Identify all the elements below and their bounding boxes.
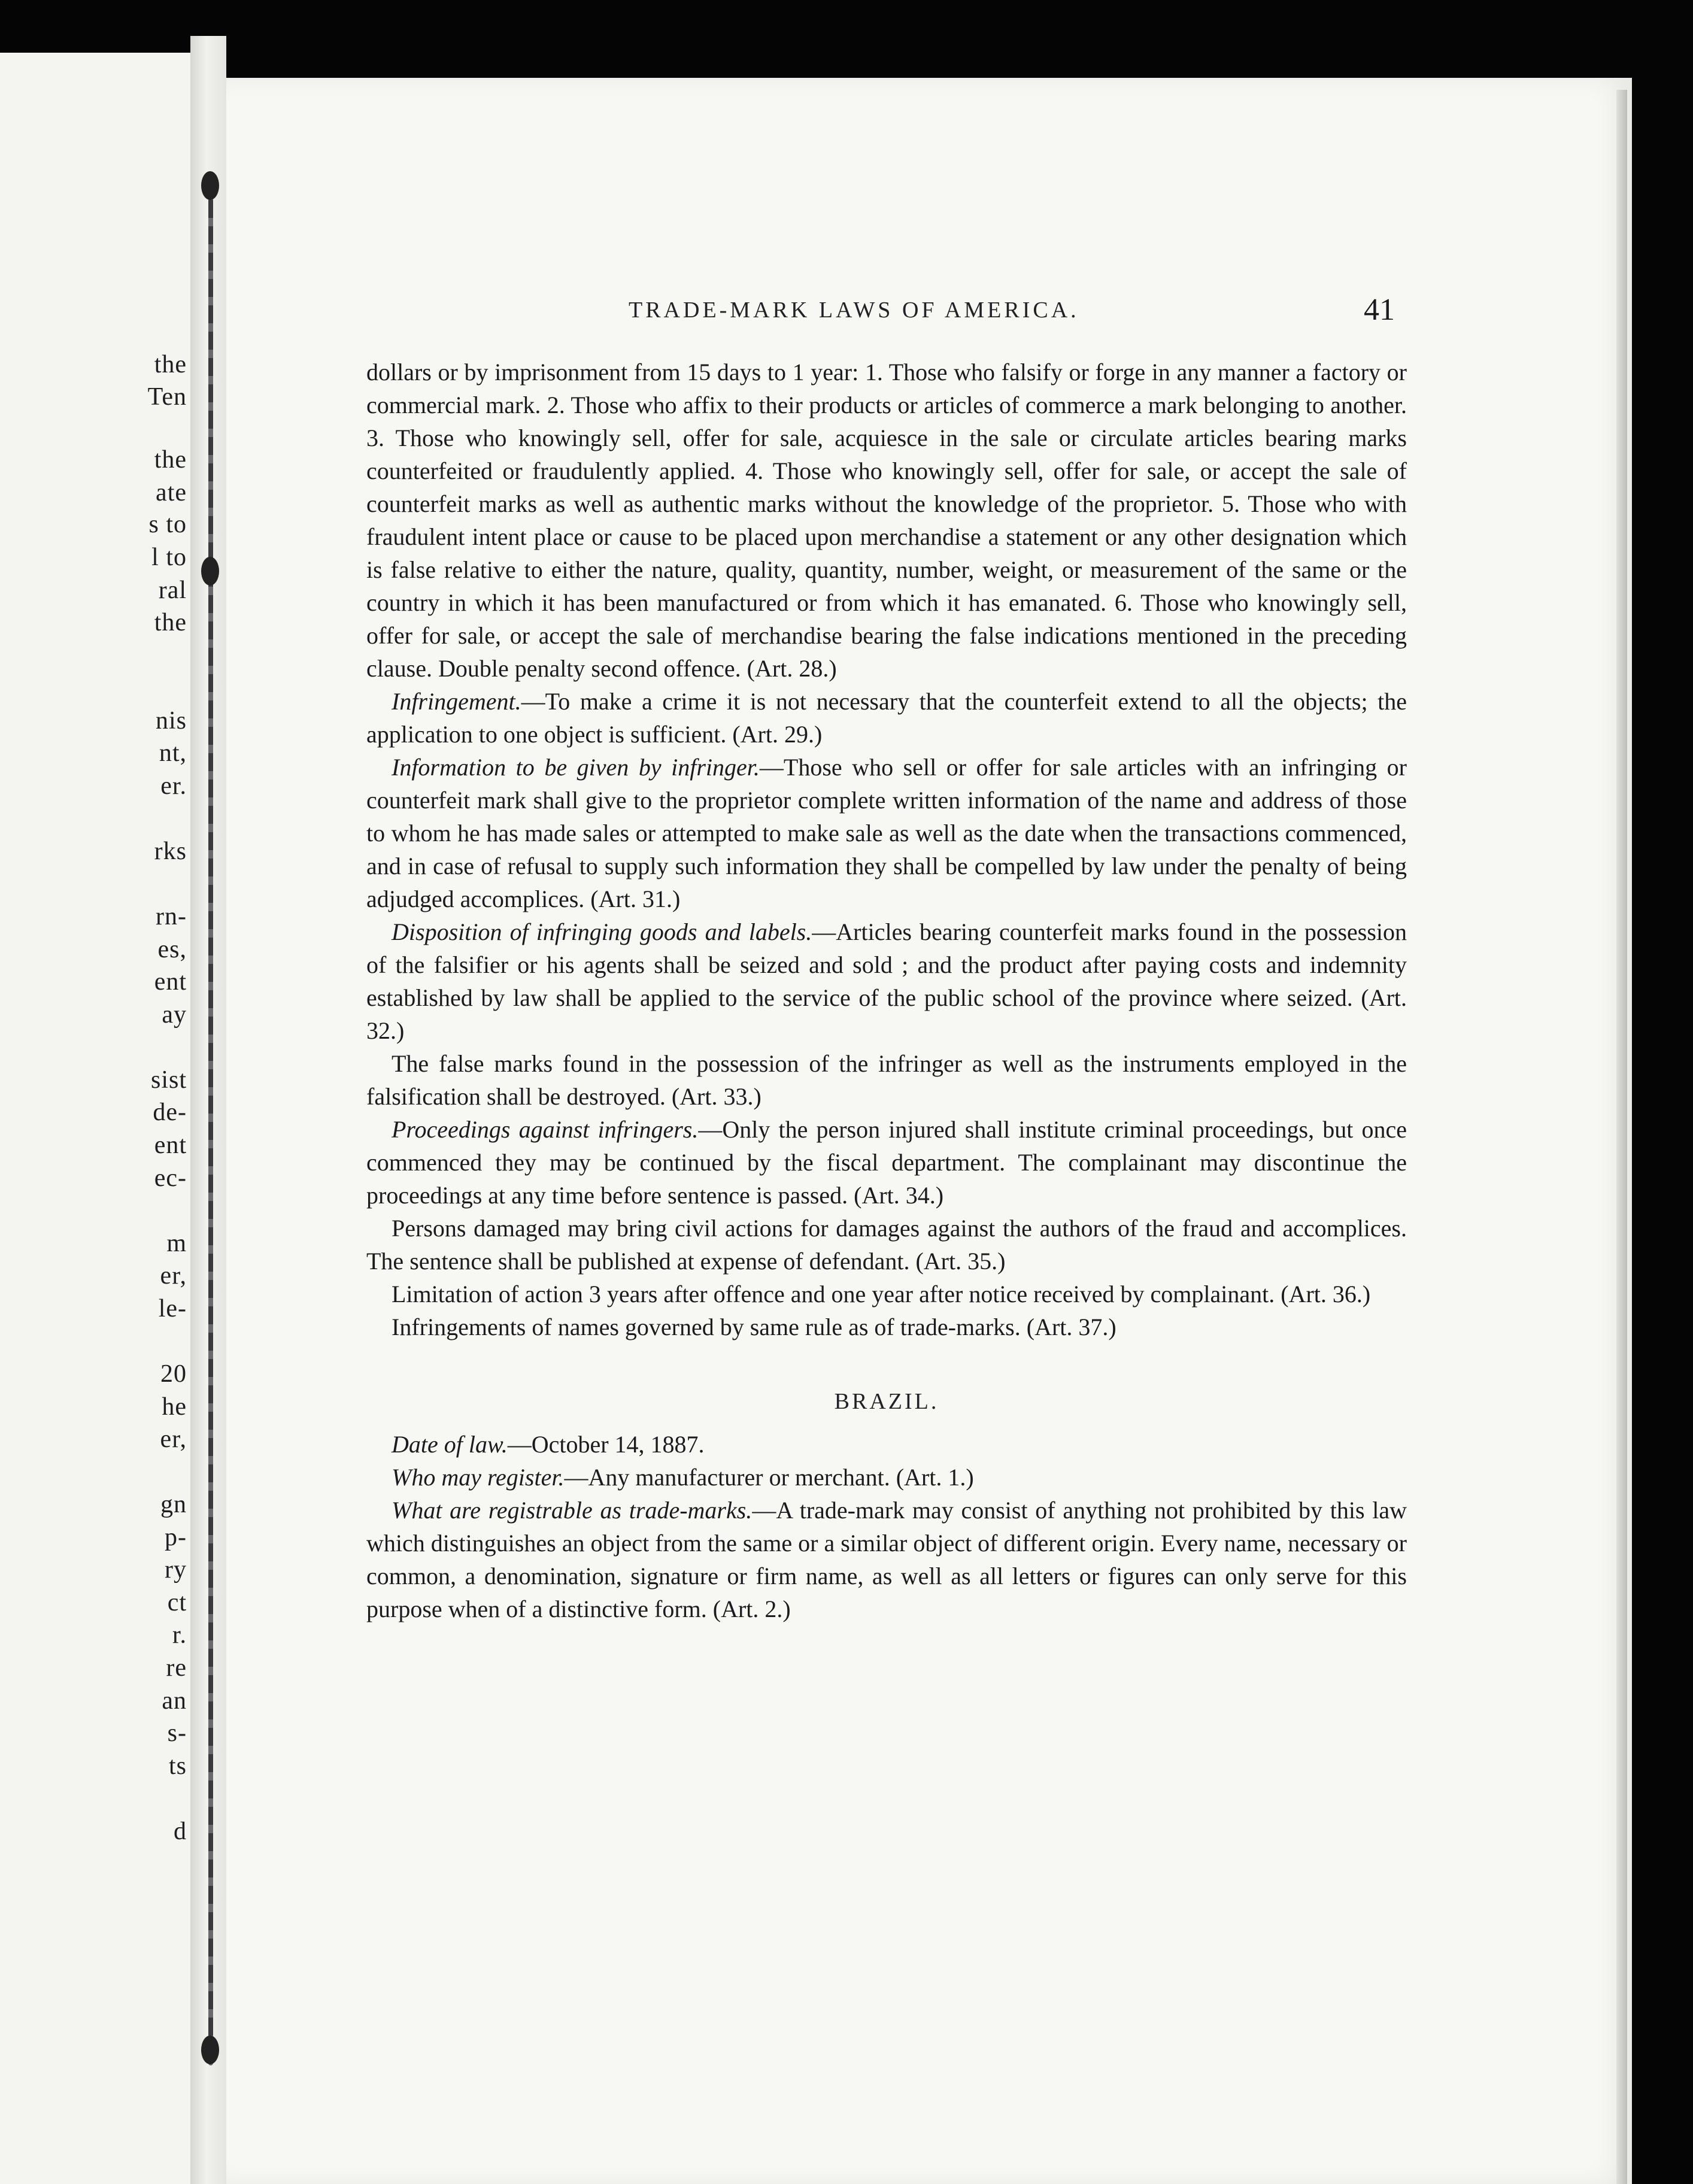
body-text: [366, 356, 1407, 1625]
paragraph-text: dollars or by imprisonment from 15 days to 1 year: 1. Those who falsify or forge in any manner a factory or commercial mark. 2. Those who affix to their products or articles of commerce a mark belonging to another. 3. Those who knowingly sell, offer for sale, acquiesce in the sale or circulate articles bearing marks counterfeited or fraudulently applied. 4. Those who knowingly sell, offer for sale, or accept the sale of counterfeit marks as well as authentic marks without the knowledge of the proprietor. 5. Those who with fraudulent intent place or cause to be placed upon merchandise a statement or any other designation which is false relative to either the nature, quality, quantity, number, weight, or measurement of the same or the country in which it has been manufactured or from which it has emanated. 6. Those who knowingly sell, offer for sale, or accept the sale of merchandise bearing the false indications mentioned in the preceding clause. Double penalty second offence. (Art. 28.): [366, 359, 1407, 682]
facing-page-fragment: ent: [154, 1132, 187, 1159]
facing-page-fragment: ts: [168, 1752, 187, 1780]
facing-page-fragment: re: [166, 1654, 187, 1682]
page-edge: [1616, 90, 1627, 2184]
facing-page-fragment: ec-: [154, 1164, 187, 1192]
facing-page-fragment: ate: [156, 479, 187, 506]
facing-page-fragment: sist: [150, 1066, 187, 1094]
paragraph-lead: Information to be given by infringer.: [392, 754, 760, 781]
facing-page-fragment: the: [154, 609, 187, 636]
binding-knot: [201, 2036, 219, 2064]
facing-page-fragment: Ten: [147, 383, 187, 411]
facing-page: [0, 53, 190, 2184]
binding-knot: [201, 557, 219, 586]
paragraph-lead: What are registrable as trade-marks.: [392, 1497, 753, 1524]
paragraph: [366, 356, 1407, 685]
facing-page-fragment: s to: [148, 511, 187, 538]
facing-page-fragment: the: [154, 446, 187, 474]
paragraph-text: —Articles bearing counterfeit marks found in the possession of the falsifier or his agents shall be seized and sold ; and the product after paying costs and indemnity established by law shall be applied to the service of the public school of the province where seized. (Art. 32.): [366, 918, 1407, 1044]
paragraph-lead: Disposition of infringing goods and labels.: [392, 918, 812, 945]
facing-page-fragment: s-: [167, 1719, 187, 1747]
facing-page-fragment: er,: [160, 1262, 187, 1290]
paragraph-text: The false marks found in the possession of the infringer as well as the instruments employed in the falsification shall be destroyed. (Art. 33.): [366, 1050, 1407, 1110]
paragraph: [366, 1311, 1407, 1343]
page-number: 41: [1364, 293, 1395, 327]
paragraph-lead: Date of law.: [392, 1431, 508, 1458]
paragraph-lead: Who may register.: [392, 1464, 565, 1491]
facing-page-fragment: ent: [154, 968, 187, 996]
paragraph-text: Infringements of names governed by same rule as of trade-marks. (Art. 37.): [392, 1314, 1116, 1340]
paragraph-text: Persons damaged may bring civil actions for damages against the authors of the fraud and accomplices. The sentence shall be published at expense of defendant. (Art. 35.): [366, 1215, 1407, 1275]
paragraph: [366, 1212, 1407, 1278]
facing-page-fragment: he: [162, 1393, 187, 1421]
facing-page-fragment: nis: [155, 707, 187, 735]
facing-page-fragment: ay: [162, 1001, 187, 1029]
paragraph: [366, 1113, 1407, 1212]
running-head: TRADE-MARK LAWS OF AMERICA.: [629, 298, 1079, 323]
paragraph-text: —To make a crime it is not necessary that the counterfeit extend to all the objects; the application to one object is sufficient. (Art. 29.): [366, 688, 1407, 748]
facing-page-fragment: ct: [167, 1589, 187, 1616]
facing-page-fragment: ral: [158, 577, 187, 604]
binding-thread: [208, 174, 213, 2065]
facing-page-fragment: er.: [160, 772, 187, 800]
paragraph-text: Limitation of action 3 years after offence and one year after notice received by complainant. (Art. 36.): [392, 1281, 1371, 1308]
paragraph: [366, 1047, 1407, 1113]
facing-page-fragment: de-: [153, 1099, 187, 1126]
paragraph: [366, 1278, 1407, 1311]
facing-page-fragment: an: [162, 1687, 187, 1715]
paragraph: [366, 1494, 1407, 1625]
facing-page-fragment: m: [166, 1230, 187, 1257]
paragraph-lead: Infringement.: [392, 688, 521, 715]
facing-page-fragment: the: [154, 351, 187, 378]
facing-page-fragment: 20: [160, 1360, 187, 1388]
paragraph: [366, 751, 1407, 915]
facing-page-fragment: p-: [165, 1524, 187, 1551]
paragraph: [366, 1461, 1407, 1494]
paragraph-text: —Any manufacturer or merchant. (Art. 1.): [564, 1464, 974, 1491]
facing-page-fragment: es,: [157, 936, 187, 963]
paragraph-lead: Proceedings against infringers.: [392, 1116, 699, 1143]
paragraph-text: —A trade-mark may consist of anything not prohibited by this law which distinguishes an object from the same or a similar object of different origin. Every name, necessary or common, a denomination, signature or firm name, as well as all letters or figures can only serve for this purpose when of a distinctive form. (Art. 2.): [366, 1497, 1407, 1622]
facing-page-fragment: d: [174, 1818, 187, 1845]
facing-page-fragment: rn-: [156, 903, 187, 930]
facing-page-fragment: rks: [154, 838, 187, 865]
facing-page-fragment: ry: [165, 1556, 187, 1584]
binding-knot: [201, 171, 219, 200]
facing-page-fragment: l to: [151, 544, 187, 571]
paragraph: [366, 685, 1407, 751]
paragraph-text: —October 14, 1887.: [507, 1431, 705, 1458]
facing-page-fragment: nt,: [159, 739, 187, 767]
paragraph: [366, 915, 1407, 1047]
facing-page-fragment: le-: [158, 1295, 187, 1322]
facing-page-fragment: r.: [172, 1621, 187, 1649]
facing-page-fragment: gn: [160, 1491, 187, 1518]
paragraph-text: —Only the person injured shall institute criminal proceedings, but once commenced they may be continued by the fiscal department. The complainant may discontinue the proceedings at any time before sentence is passed. (Art. 34.): [366, 1116, 1407, 1209]
paragraph: [366, 1428, 1407, 1461]
paragraph-text: —Those who sell or offer for sale articles with an infringing or counterfeit mark shall give to the proprietor complete written information of the name and address of those to whom he has made sales or attempted to make sale as well as the date when the transactions commenced, and in case of refusal to supply such information they shall be compelled by law under the penalty of being adjudged accomplices. (Art. 31.): [366, 754, 1407, 912]
section-heading-brazil: BRAZIL.: [834, 1389, 939, 1414]
facing-page-fragment: er,: [160, 1425, 187, 1453]
